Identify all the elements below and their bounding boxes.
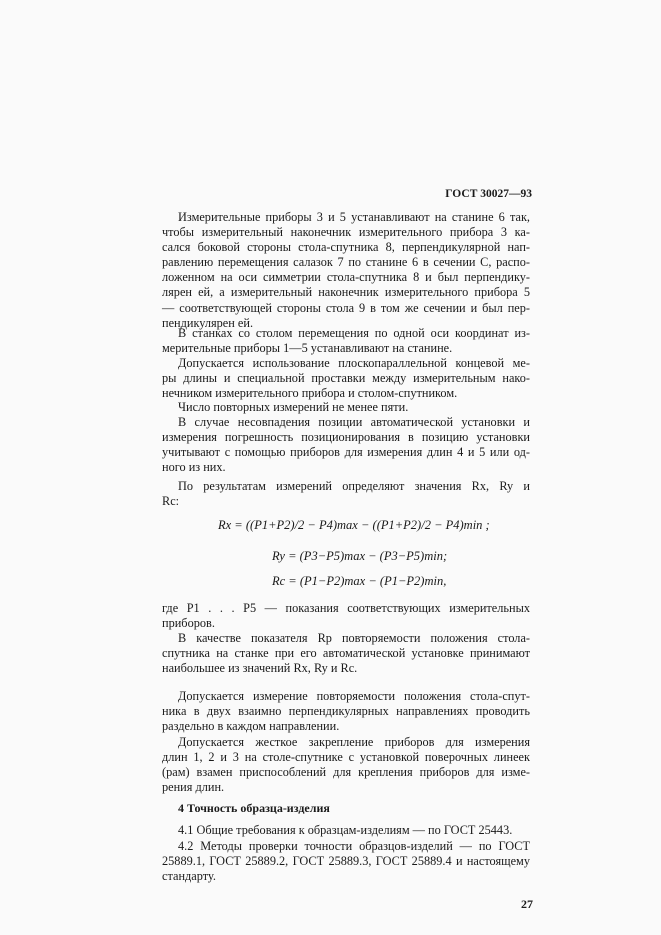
text-line: пендикулярен ей.: [162, 315, 254, 330]
text-line: лярен ей, а измерительный наконечник измерительного прибора 5: [162, 285, 530, 300]
text-line: сался боковой стороны стола-спутника 8, перпендикулярной нап-: [162, 240, 530, 255]
paragraph-p8: [162, 631, 530, 676]
paragraph-p12: [162, 839, 530, 884]
text-line: спутника на станке при его автоматической установке принимают: [162, 646, 530, 661]
text-line: чтобы измерительный наконечник измерительного прибора 3 ка-: [162, 225, 530, 240]
paragraph-p3: [162, 356, 530, 401]
text-line: где P1 . . . P5 — показания соответствующих измерительных: [162, 601, 530, 615]
text-line: рения длин.: [162, 780, 225, 795]
text-line: наибольшее из значений Rx, Ry и Rc.: [162, 661, 358, 676]
text-line: ложенном на оси симметрии стола-спутника 8 и был перпендику-: [162, 270, 530, 285]
text-line: Rc:: [162, 494, 180, 509]
formula-ry: Ry = (P3−P5)max − (P3−P5)min;: [272, 549, 448, 563]
text-line: ного из них.: [162, 460, 226, 475]
text-line: 4.1 Общие требования к образцам-изделиям — по ГОСТ 25443.: [178, 823, 513, 837]
paragraph-p7: [162, 601, 530, 631]
text-line: Допускается жесткое закрепление приборов для измерения: [178, 735, 530, 749]
text-line: равлению перемещения салазок 7 по станине 6 в сечении С, распо-: [162, 255, 530, 270]
paragraph-p9: [162, 689, 530, 734]
text-line: 4.2 Методы проверки точности образцов-изделий — по ГОСТ: [178, 839, 530, 853]
text-line: измерения погрешность позиционирования в позицию установки: [162, 430, 530, 445]
paragraph-p10: [162, 735, 530, 795]
paragraph-p1: [162, 210, 530, 331]
text-line: В случае несовпадения позиции автоматической установки и: [178, 415, 530, 429]
paragraph-p6: [162, 479, 530, 509]
text-line: ника в двух взаимно перпендикулярных направлениях проводить: [162, 704, 530, 719]
text-line: Допускается использование плоскопараллельной концевой ме-: [178, 356, 530, 370]
page-number: 27: [521, 897, 533, 911]
text-line: нечником измерительного прибора и столом-спутником.: [162, 386, 458, 401]
paragraph-p5: [162, 415, 530, 475]
paragraph-p4: [162, 400, 530, 415]
formula-rc: Rc = (P1−P2)max − (P1−P2)min,: [272, 574, 447, 588]
text-line: Допускается измерение повторяемости положения стола-спут-: [178, 689, 530, 703]
text-line: длин 1, 2 и 3 на столе-спутнике с установкой поверочных линеек: [162, 750, 530, 765]
section-heading: 4 Точность образца-изделия: [178, 801, 330, 815]
text-line: 25889.1, ГОСТ 25889.2, ГОСТ 25889.3, ГОСТ 25889.4 и настоящему: [162, 854, 530, 869]
text-line: — соответствующей стороны стола 9 в том же сечении и был пер-: [162, 300, 530, 315]
formula-rx: Rx = ((P1+P2)/2 − P4)max − ((P1+P2)/2 − P4)min ;: [218, 518, 490, 532]
paragraph-p11: [162, 823, 530, 838]
text-line: учитывают с помощью приборов для измерения длин 4 и 5 или од-: [162, 445, 530, 460]
text-line: Измерительные приборы 3 и 5 устанавливают на станине 6 так,: [178, 210, 530, 224]
text-line: В станках со столом перемещения по одной оси координат из-: [178, 326, 530, 340]
paragraph-p2: [162, 326, 530, 356]
text-line: стандарту.: [162, 869, 216, 884]
text-line: мерительные приборы 1—5 устанавливают на станине.: [162, 341, 453, 356]
document-header: ГОСТ 30027—93: [445, 188, 532, 200]
text-line: ры длины и специальной проставки между измерительным нако-: [162, 371, 530, 386]
text-line: раздельно в каждом направлении.: [162, 719, 340, 734]
text-line: приборов.: [162, 616, 215, 631]
text-line: В качестве показателя Rp повторяемости положения стола-: [178, 631, 530, 645]
text-line: (рам) взамен приспособлений для крепления приборов для изме-: [162, 765, 530, 780]
text-line: По результатам измерений определяют значения Rx, Ry и: [178, 479, 530, 493]
text-line: Число повторных измерений не менее пяти.: [178, 400, 409, 414]
